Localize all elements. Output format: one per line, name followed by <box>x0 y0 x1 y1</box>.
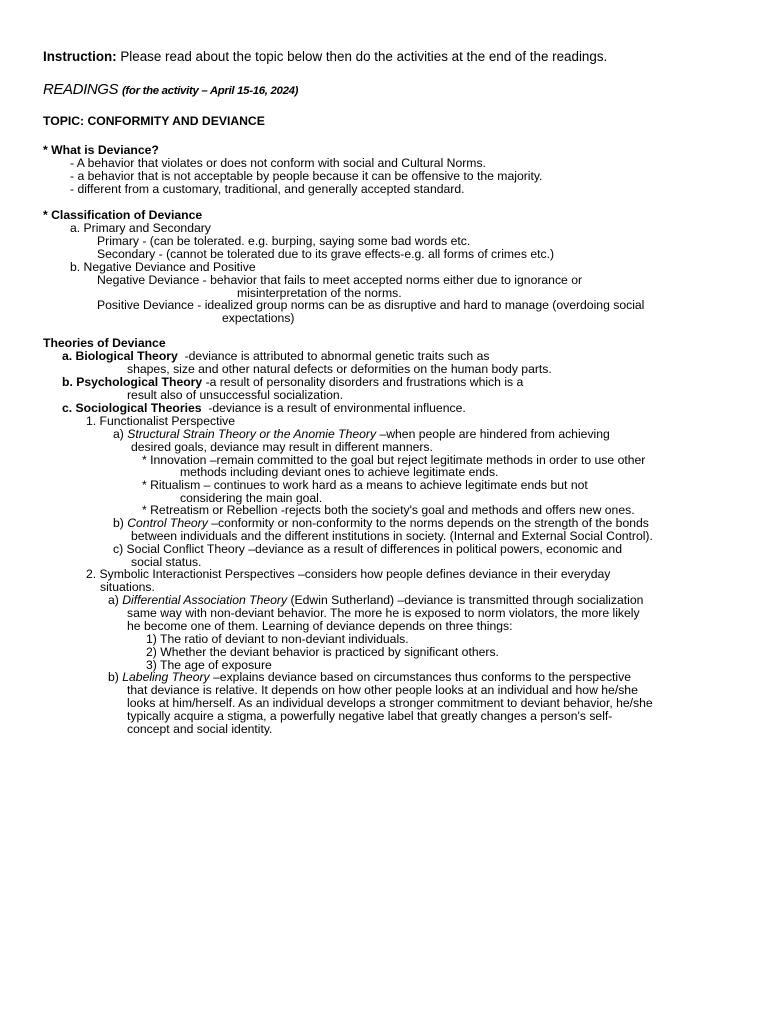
retreatism-line: * Retreatism or Rebellion -rejects both the society's goal and methods and offers new ones. <box>142 503 635 517</box>
psychological-theory-text: -a result of personality disorders and frustrations which is a <box>202 375 524 389</box>
readings-label: READINGS <box>43 81 119 98</box>
what-is-deviance-heading: * What is Deviance? <box>43 143 159 157</box>
innovation-line: * Innovation –remain committed to the goal but reject legitimate methods in order to use other <box>142 453 646 467</box>
instruction-line <box>43 50 607 63</box>
ritualism-cont: considering the main goal. <box>180 491 323 505</box>
classification-negative-cont: misinterpretation of the norms. <box>237 286 402 300</box>
classification-positive-cont: expectations) <box>222 311 295 325</box>
differential-list-item: 2) Whether the deviant behavior is practiced by significant others. <box>146 645 499 659</box>
control-theory-title: Control Theory <box>127 516 208 530</box>
classification-positive: Positive Deviance - idealized group norms can be as disruptive and hard to manage (overdoing social <box>97 298 645 312</box>
functionalist-perspective: 1. Functionalist Perspective <box>86 414 236 428</box>
classification-heading: * Classification of Deviance <box>43 208 203 222</box>
instruction-text: Please read about the topic below then do the activities at the end of the readings. <box>116 49 608 64</box>
sociological-theories-text: -deviance is a result of environmental influence. <box>208 401 466 415</box>
differential-list-item: 1) The ratio of deviant to non-deviant individuals. <box>146 632 409 646</box>
sociological-theories-label: c. Sociological Theories <box>62 401 202 415</box>
symbolic-interactionist-line: 2. Symbolic Interactionist Perspectives –considers how people defines deviance in their everyday <box>86 567 611 581</box>
differential-association-title: Differential Association Theory <box>122 593 288 607</box>
differential-association-prefix: a) <box>108 593 123 607</box>
labeling-theory-cont: that deviance is relative. It depends on how other people looks at an individual and how he/she <box>127 683 638 697</box>
symbolic-interactionist-cont: situations. <box>100 580 155 594</box>
labeling-theory-title: Labeling Theory <box>122 670 210 684</box>
differential-association-text: (Edwin Sutherland) –deviance is transmitted through socialization <box>287 593 644 607</box>
what-is-item: - different from a customary, traditional, and generally accepted standard. <box>70 182 465 196</box>
social-conflict-line: c) Social Conflict Theory –deviance as a result of differences in political powers, economic and <box>113 542 622 556</box>
labeling-theory-prefix: b) <box>108 670 123 684</box>
psychological-theory-label: b. Psychological Theory <box>62 375 203 389</box>
ritualism-line: * Ritualism – continues to work hard as a means to achieve legitimate ends but not <box>142 478 588 492</box>
readings-subtitle: (for the activity – April 15-16, 2024) <box>121 85 299 97</box>
structural-strain-text: –when people are hindered from achieving <box>376 427 610 441</box>
classification-primary: Primary - (can be tolerated. e.g. burping, saying some bad words etc. <box>97 234 471 248</box>
social-conflict-cont: social status. <box>131 555 202 569</box>
structural-strain-title: Structural Strain Theory or the Anomie Theory <box>127 427 377 441</box>
labeling-theory-cont: looks at him/herself. As an individual develops a stronger commitment to deviant behavior, he/she <box>127 696 653 710</box>
differential-association-cont: same way with non-deviant behavior. The more he is exposed to norm violators, the more likely <box>127 606 640 620</box>
readings-heading <box>43 81 298 100</box>
labeling-theory-cont: typically acquire a stigma, a powerfully negative label that greatly changes a person's self- <box>127 709 613 723</box>
classification-negative: Negative Deviance - behavior that fails to meet accepted norms either due to ignorance or <box>97 273 583 287</box>
classification-a: a. Primary and Secondary <box>70 221 211 235</box>
differential-association-cont: he become one of them. Learning of deviance depends on three things: <box>127 619 513 633</box>
psychological-theory-cont: result also of unsuccessful socialization. <box>127 388 344 402</box>
labeling-theory-text: –explains deviance based on circumstances thus conforms to the perspective <box>209 670 632 684</box>
what-is-item: - A behavior that violates or does not conform with social and Cultural Norms. <box>70 156 486 170</box>
control-theory-prefix: b) <box>113 516 128 530</box>
theories-heading: Theories of Deviance <box>43 336 166 350</box>
control-theory-text: –conformity or non-conformity to the norms depends on the strength of the bonds <box>207 516 649 530</box>
classification-b: b. Negative Deviance and Positive <box>70 260 256 274</box>
classification-secondary: Secondary - (cannot be tolerated due to its grave effects-e.g. all forms of crimes etc.) <box>97 247 555 261</box>
differential-list-item: 3) The age of exposure <box>146 658 272 672</box>
structural-strain-prefix: a) <box>113 427 128 441</box>
biological-theory-text: -deviance is attributed to abnormal genetic traits such as <box>184 349 490 363</box>
what-is-item: - a behavior that is not acceptable by people because it can be offensive to the majority. <box>70 169 543 183</box>
control-theory-cont: between individuals and the different institutions in society. (Internal and External Social Control). <box>131 529 653 543</box>
biological-theory-cont: shapes, size and other natural defects or deformities on the human body parts. <box>127 362 552 376</box>
structural-strain-cont: desired goals, deviance may result in different manners. <box>131 440 433 454</box>
innovation-cont: methods including deviant ones to achieve legitimate ends. <box>180 465 499 479</box>
instruction-label: Instruction: <box>43 49 117 64</box>
biological-theory-label: a. Biological Theory <box>62 349 178 363</box>
topic-heading: TOPIC: CONFORMITY AND DEVIANCE <box>43 114 265 128</box>
labeling-theory-cont: concept and social identity. <box>127 722 273 736</box>
